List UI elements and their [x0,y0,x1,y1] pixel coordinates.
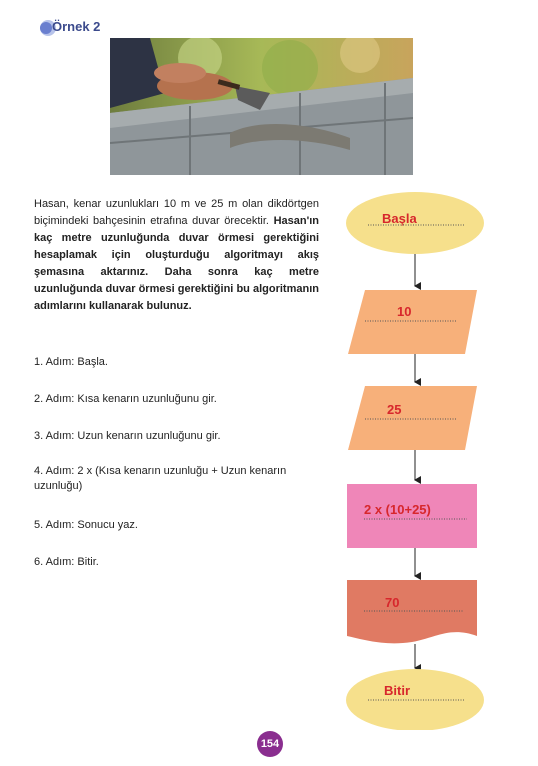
process-label: 2 x (10+25) [364,502,431,517]
step-6: 6. Adım: Bitir. [34,556,99,568]
start-label: Başla [382,211,417,226]
page-number: 154 [257,731,283,757]
input-short-side [348,290,477,354]
output-document [347,580,477,643]
step-1: 1. Adım: Başla. [34,356,108,368]
step-4: 4. Adım: 2 x (Kısa kenarın uzunluğu + Uzun kenarın uzunluğu) [34,465,287,492]
input-long-label: 25 [387,402,402,417]
step-3: 3. Adım: Uzun kenarın uzunluğunu gir. [34,430,221,442]
step-2: 2. Adım: Kısa kenarın uzunluğunu gir. [34,393,217,405]
end-label: Bitir [384,683,410,698]
input-short-label: 10 [397,304,412,319]
problem-statement: Hasan, kenar uzunlukları 10 m ve 25 m olan dikdörtgen biçimindeki bahçesinin etrafına duvar örecektir. [34,198,319,227]
input-long-side [348,386,477,450]
bricklaying-photo [110,38,413,175]
flowchart [340,190,500,730]
problem-question: Hasan'ın kaç metre uzunluğunda duvar örmesi gerektiğini hesaplamak için oluşturduğu algoritmayı akış şemasına aktarınız. Daha sonra kaç metre uzunluğunda duvar örmesi gerektiğini bu algoritmanın adımlarını kullanarak bulunuz. [34,215,319,312]
step-5: 5. Adım: Sonucu yaz. [34,519,138,531]
example-title: Örnek 2 [52,19,101,34]
output-label: 70 [385,595,400,610]
problem-text [34,196,319,315]
